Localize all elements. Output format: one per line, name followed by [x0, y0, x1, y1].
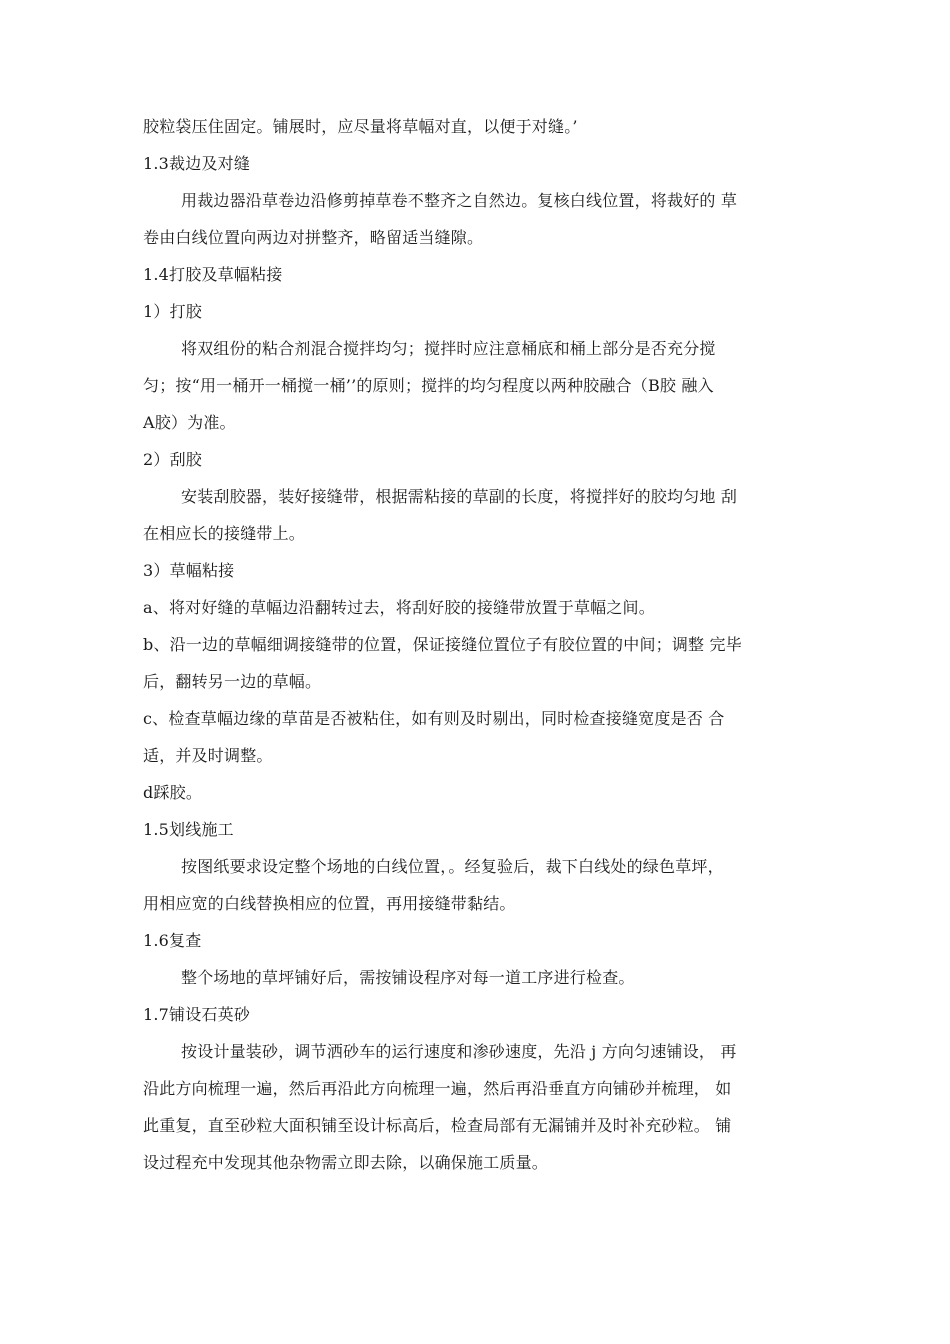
list-item-c: c、检查草幅边缘的草苗是否被粘住，如有则及时剔出，同时检查接缝宽度是否 合 [143, 709, 725, 728]
section-heading-1-6: 1.6复查 [143, 931, 202, 950]
paragraph-line: 将双组份的粘合剂混合搅拌均匀；搅拌时应注意桶底和桶上部分是否充分搅 [181, 339, 716, 358]
paragraph-line: 沿此方向梳理一遍，然后再沿此方向梳理一遍，然后再沿垂直方向铺砂并梳理， 如 [143, 1079, 732, 1098]
document-page [143, 108, 823, 1181]
subheading-apply-glue: 1）打胶 [143, 302, 202, 321]
paragraph-line: 按图纸要求设定整个场地的白线位置，。经复验后，裁下白线处的绿色草坪， [181, 857, 724, 876]
paragraph-line: 用裁边器沿草卷边沿修剪掉草卷不整齐之自然边。复核白线位置，将裁好的 草 [181, 191, 738, 210]
list-item-c-cont: 适，并及时调整。 [143, 746, 273, 765]
list-item-b-cont: 后，翻转另一边的草幅。 [143, 672, 322, 691]
text-line: 胶粒袋压住固定。铺展时，应尽量将草幅对直，以便于对缝。’ [143, 117, 578, 136]
section-heading-1-5: 1.5划线施工 [143, 820, 234, 839]
section-heading-1-4: 1.4打胶及草幅粘接 [143, 265, 283, 284]
paragraph-line: 卷由白线位置向两边对拼整齐，略留适当缝隙。 [143, 228, 484, 247]
paragraph-line: A胶）为准。 [143, 413, 236, 432]
section-heading-1-3: 1.3裁边及对缝 [143, 154, 251, 173]
list-item-d: d踩胶。 [143, 783, 203, 802]
paragraph-line: 设过程充中发现其他杂物需立即去除，以确保施工质量。 [143, 1153, 549, 1172]
section-heading-1-7: 1.7铺设石英砂 [143, 1005, 251, 1024]
list-item-a: a、将对好缝的草幅边沿翻转过去，将刮好胶的接缝带放置于草幅之间。 [143, 598, 655, 617]
list-item-b: b、沿一边的草幅细调接缝带的位置，保证接缝位置位子有胶位置的中间；调整 完毕 [143, 635, 742, 654]
paragraph-line: 匀；按“用一桶开一桶搅一桶’’的原则；搅拌的均匀程度以两种胶融合（B胶 融入 [143, 376, 714, 395]
paragraph-line: 按设计量装砂，调节洒砂车的运行速度和渗砂速度，先沿 j 方向匀速铺设， 再 [181, 1042, 737, 1061]
subheading-turf-bonding: 3）草幅粘接 [143, 561, 235, 580]
paragraph-line: 整个场地的草坪铺好后，需按铺设程序对每一道工序进行检查。 [181, 968, 635, 987]
paragraph-line: 此重复，直至砂粒大面积铺至设计标高后，检查局部有无漏铺并及时补充砂粒。 铺 [143, 1116, 732, 1135]
paragraph-line: 安装刮胶器，装好接缝带，根据需粘接的草副的长度，将搅拌好的胶均匀地 刮 [181, 487, 738, 506]
subheading-scrape-glue: 2）刮胶 [143, 450, 202, 469]
paragraph-line: 用相应宽的白线替换相应的位置，再用接缝带黏结。 [143, 894, 516, 913]
paragraph-line: 在相应长的接缝带上。 [143, 524, 306, 543]
